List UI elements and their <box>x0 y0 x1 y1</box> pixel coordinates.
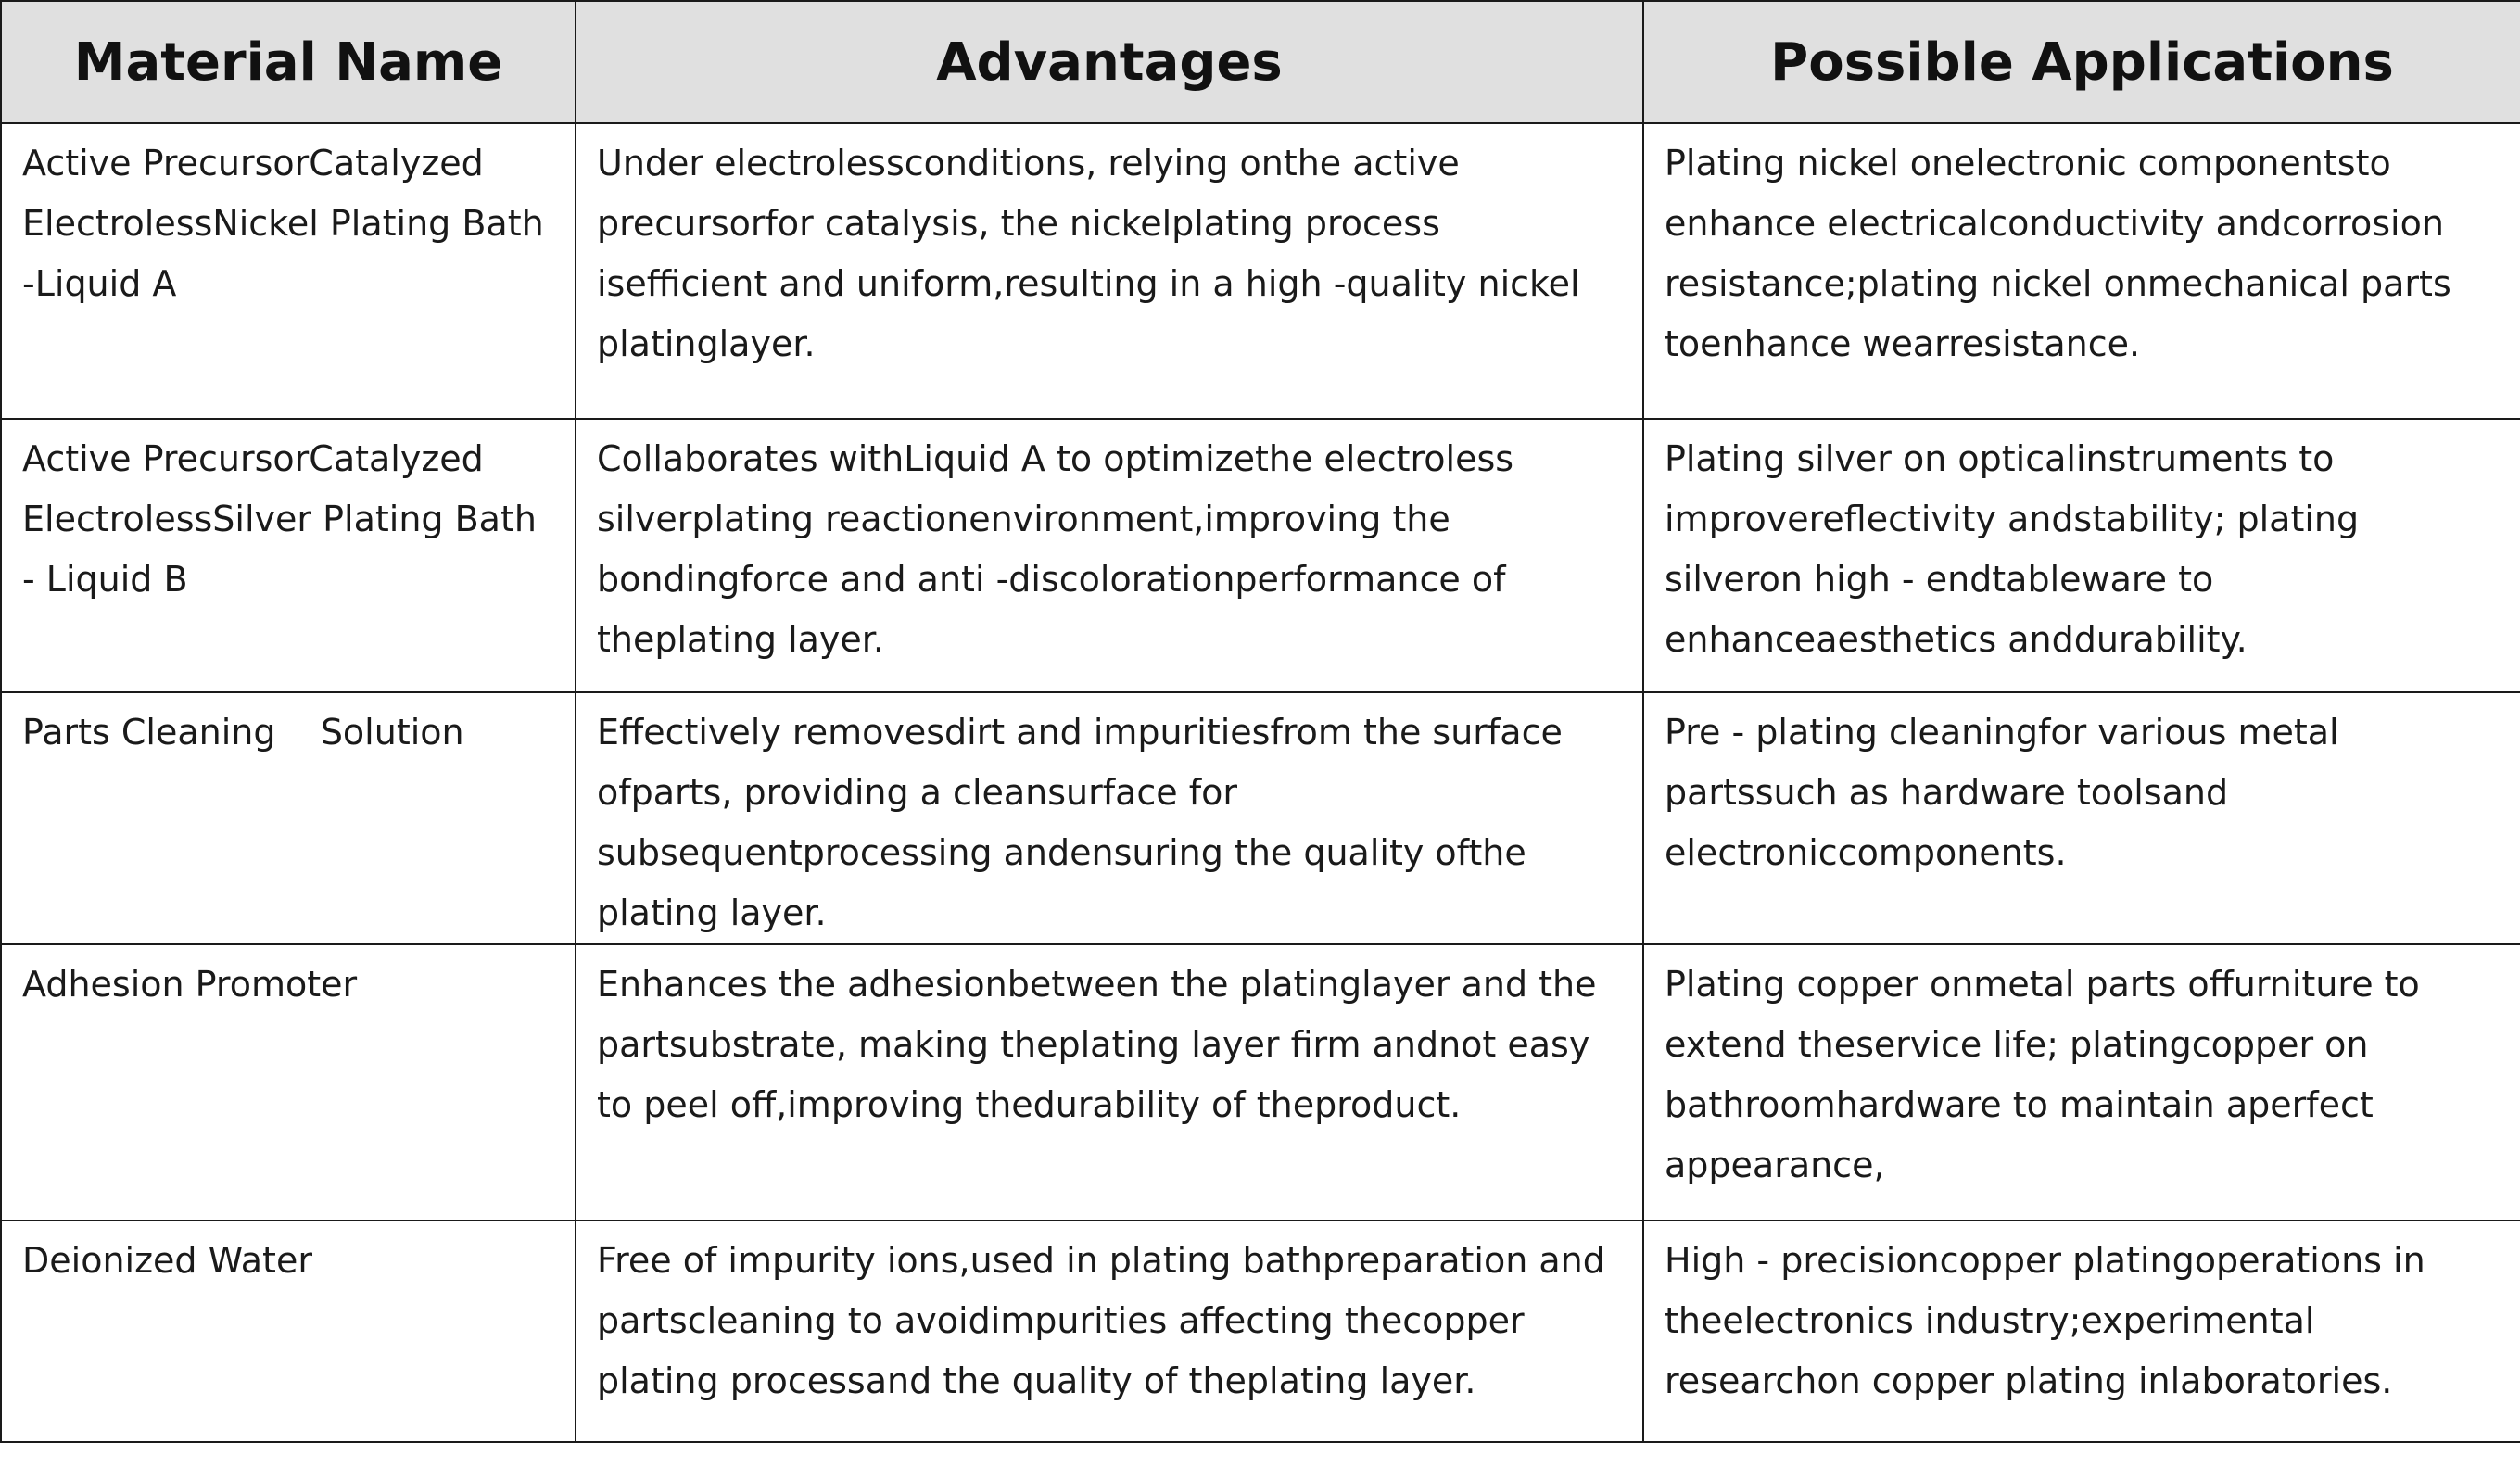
table-row <box>1 944 2520 1221</box>
applications-cell: High - precisioncopper platingoperations in theelectronics industry;experimental researchon copper plating inlaboratories. <box>1643 1221 2520 1442</box>
applications-cell: Plating copper onmetal parts offurniture to extend theservice life; platingcopper on bathroomhardware to maintain aperfect appearance, <box>1643 944 2520 1221</box>
applications-cell: Plating silver on opticalinstruments to improvereflectivity andstability; plating silveron high - endtableware to enhanceaesthetics anddurability. <box>1643 419 2520 692</box>
material-name-cell: Active PrecursorCatalyzed ElectrolessSilver Plating Bath - Liquid B <box>1 419 576 692</box>
material-name-cell: Parts Cleaning Solution <box>1 692 576 944</box>
advantages-cell: Collaborates withLiquid A to optimizethe electroless silverplating reactionenvironment,improving the bondingforce and anti -discolorationperformance of theplating layer. <box>576 419 1643 692</box>
applications-cell: Pre - plating cleaningfor various metal partssuch as hardware toolsand electroniccomponents. <box>1643 692 2520 944</box>
advantages-cell: Effectively removesdirt and impuritiesfrom the surface ofparts, providing a cleansurface for subsequentprocessing andensuring the quality ofthe plating layer. <box>576 692 1643 944</box>
advantages-cell: Under electrolessconditions, relying onthe active precursorfor catalysis, the nickelplating process isefficient and uniform,resulting in a high -quality nickel platinglayer. <box>576 123 1643 419</box>
table-row <box>1 1221 2520 1442</box>
header-material-name: Material Name <box>1 1 576 123</box>
material-name-cell: Adhesion Promoter <box>1 944 576 1221</box>
applications-cell: Plating nickel onelectronic componentsto enhance electricalconductivity andcorrosion resistance;plating nickel onmechanical parts toenhance wearresistance. <box>1643 123 2520 419</box>
advantages-cell: Enhances the adhesionbetween the platinglayer and the partsubstrate, making theplating layer firm andnot easy to peel off,improving thedurability of theproduct. <box>576 944 1643 1221</box>
table-header <box>1 1 2520 123</box>
header-possible-applications: Possible Applications <box>1643 1 2520 123</box>
table-row <box>1 419 2520 692</box>
material-name-cell: Deionized Water <box>1 1221 576 1442</box>
header-advantages: Advantages <box>576 1 1643 123</box>
header-row <box>1 1 2520 123</box>
table-row <box>1 123 2520 419</box>
material-name-cell: Active PrecursorCatalyzed ElectrolessNickel Plating Bath -Liquid A <box>1 123 576 419</box>
table-body <box>1 123 2520 1442</box>
table-row <box>1 692 2520 944</box>
advantages-cell: Free of impurity ions,used in plating bathpreparation and partscleaning to avoidimpurities affecting thecopper plating processand the quality of theplating layer. <box>576 1221 1643 1442</box>
